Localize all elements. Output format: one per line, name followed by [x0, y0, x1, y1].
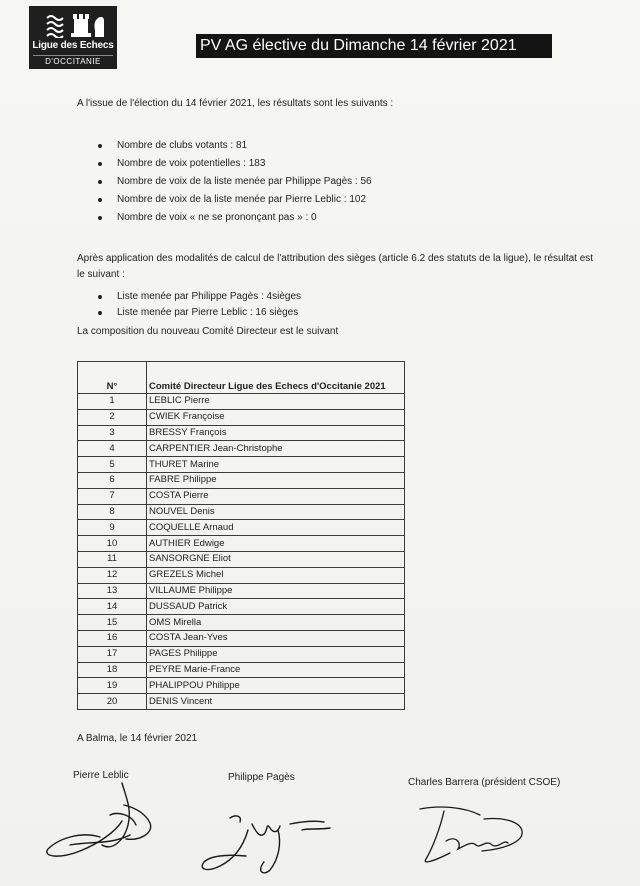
row-number: 9 — [78, 520, 147, 536]
table-row — [78, 583, 405, 599]
member-name: NOUVEL Denis — [147, 504, 405, 520]
signatory-name-leblic: Pierre Leblic — [73, 770, 129, 781]
row-number: 16 — [78, 630, 147, 646]
row-number: 15 — [78, 615, 147, 631]
signature-barrera — [410, 795, 540, 875]
member-name: FABRE Philippe — [147, 472, 405, 488]
table-row — [78, 425, 405, 441]
signature-pages — [190, 800, 350, 880]
member-name: VILLAUME Philippe — [147, 583, 405, 599]
composition-text: La composition du nouveau Comité Directeur est le suivant — [77, 326, 339, 337]
row-number: 13 — [78, 583, 147, 599]
list-item: Liste menée par Pierre Leblic : 16 sièges — [96, 306, 301, 322]
list-item: Liste menée par Philippe Pagès : 4sièges — [96, 290, 301, 306]
logo-region: D'OCCITANIE — [33, 55, 113, 66]
member-name: PAGES Philippe — [147, 646, 405, 662]
row-number: 11 — [78, 551, 147, 567]
member-name: LEBLIC Pierre — [147, 394, 405, 410]
signature-leblic — [40, 775, 160, 865]
document-title: PV AG élective du Dimanche 14 février 2021 — [196, 34, 552, 58]
table-row — [78, 520, 405, 536]
committee-table-body — [78, 394, 405, 710]
member-name: CARPENTIER Jean-Christophe — [147, 441, 405, 457]
row-number: 6 — [78, 472, 147, 488]
row-number: 5 — [78, 457, 147, 473]
place-date: A Balma, le 14 février 2021 — [77, 733, 198, 744]
signatory-name-barrera: Charles Barrera (président CSOE) — [408, 777, 561, 788]
member-name: CWIEK Françoise — [147, 409, 405, 425]
table-row — [78, 646, 405, 662]
table-row — [78, 394, 405, 410]
member-name: DENIS Vincent — [147, 694, 405, 710]
member-name: SANSORGNE Eliot — [147, 551, 405, 567]
logo-name: Ligue des Echecs — [32, 40, 114, 51]
table-row — [78, 488, 405, 504]
member-name: AUTHIER Edwige — [147, 536, 405, 552]
table-row — [78, 678, 405, 694]
row-number: 4 — [78, 441, 147, 457]
member-name: COSTA Jean-Yves — [147, 630, 405, 646]
method-text: Après application des modalités de calcul de l'attribution des sièges (article 6.2 des statuts de la ligue), le résultat est le suivant : — [77, 253, 594, 280]
member-name: BRESSY François — [147, 425, 405, 441]
committee-table — [77, 361, 405, 710]
member-name: COSTA Pierre — [147, 488, 405, 504]
list-item: Nombre de voix de la liste menée par Philippe Pagès : 56 — [96, 175, 372, 193]
list-item: Nombre de voix « ne se prononçant pas » : 0 — [96, 211, 372, 229]
table-row — [78, 694, 405, 710]
row-number: 20 — [78, 694, 147, 710]
row-number: 14 — [78, 599, 147, 615]
table-header-row — [78, 362, 405, 394]
table-row — [78, 599, 405, 615]
table-row — [78, 662, 405, 678]
results-list — [96, 139, 372, 229]
row-number: 8 — [78, 504, 147, 520]
row-number: 10 — [78, 536, 147, 552]
row-number: 1 — [78, 394, 147, 410]
table-row — [78, 567, 405, 583]
row-number: 7 — [78, 488, 147, 504]
table-row — [78, 472, 405, 488]
row-number: 12 — [78, 567, 147, 583]
table-row — [78, 615, 405, 631]
column-header-number: N° — [78, 362, 147, 394]
member-name: COQUELLE Arnaud — [147, 520, 405, 536]
member-name: DUSSAUD Patrick — [147, 599, 405, 615]
row-number: 17 — [78, 646, 147, 662]
row-number: 2 — [78, 409, 147, 425]
league-logo — [29, 6, 117, 69]
list-item: Nombre de clubs votants : 81 — [96, 139, 372, 157]
member-name: GREZELS Michel — [147, 567, 405, 583]
row-number: 3 — [78, 425, 147, 441]
table-row — [78, 441, 405, 457]
member-name: OMS Mirella — [147, 615, 405, 631]
table-row — [78, 457, 405, 473]
table-row — [78, 536, 405, 552]
list-item: Nombre de voix de la liste menée par Pierre Leblic : 102 — [96, 193, 372, 211]
table-row — [78, 551, 405, 567]
column-header-name: Comité Directeur Ligue des Echecs d'Occitanie 2021 — [147, 362, 405, 394]
intro-text: A l'issue de l'élection du 14 février 2021, les résultats sont les suivants : — [77, 98, 394, 109]
member-name: PHALIPPOU Philippe — [147, 678, 405, 694]
seats-list — [96, 290, 301, 322]
table-row — [78, 409, 405, 425]
member-name: THURET Marine — [147, 457, 405, 473]
member-name: PEYRE Marie-France — [147, 662, 405, 678]
row-number: 19 — [78, 678, 147, 694]
waves-and-rook-icon — [45, 12, 105, 38]
table-row — [78, 504, 405, 520]
list-item: Nombre de voix potentielles : 183 — [96, 157, 372, 175]
signatory-name-pages: Philippe Pagès — [228, 772, 295, 783]
table-row — [78, 630, 405, 646]
row-number: 18 — [78, 662, 147, 678]
